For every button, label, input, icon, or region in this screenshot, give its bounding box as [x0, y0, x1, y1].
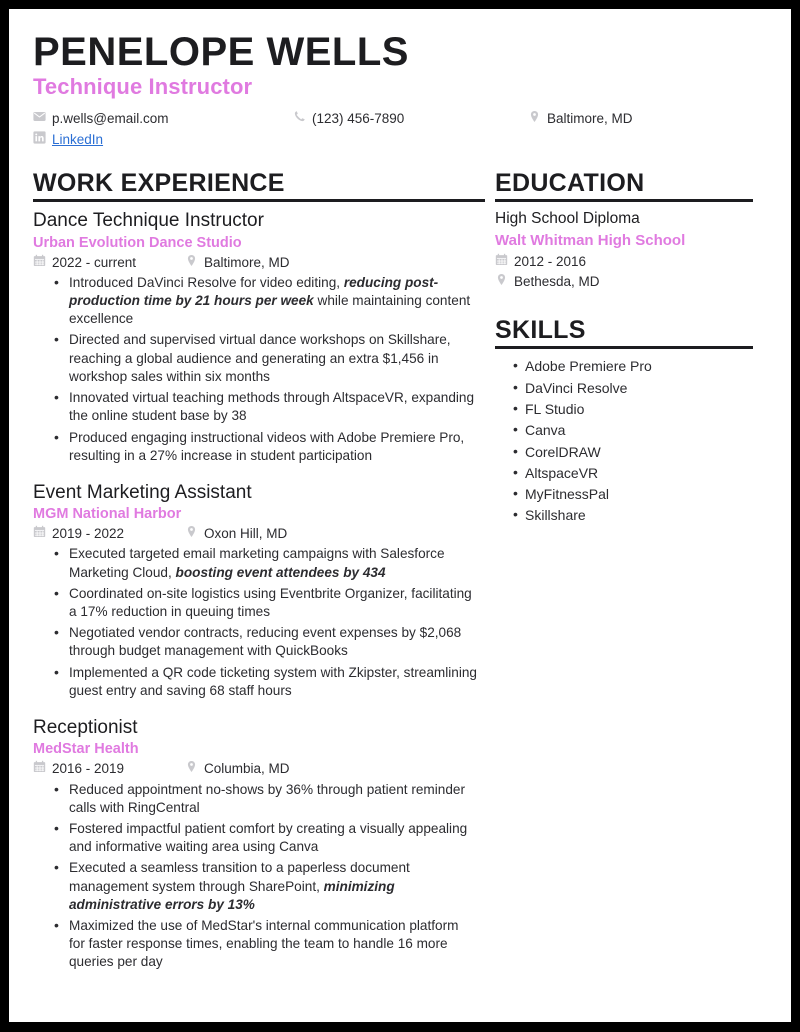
skill-item: • AltspaceVR	[513, 463, 777, 483]
job-location	[185, 760, 290, 778]
job-location	[185, 254, 290, 272]
job-bullet	[59, 859, 477, 914]
job-dates	[33, 760, 185, 778]
job-bullet	[59, 429, 477, 465]
education-section	[495, 170, 777, 291]
calendar-icon	[495, 252, 508, 272]
job-dates	[33, 525, 185, 543]
work-entry-list	[33, 209, 477, 971]
calendar-icon	[33, 760, 46, 778]
skill-item: • FL Studio	[513, 399, 777, 419]
job-bullet	[59, 389, 477, 425]
bullet-text: Fostered impactful patient comfort by creating a visually appealing and informative waiting area using Canva	[69, 820, 468, 855]
education-school: Walt Whitman High School	[495, 231, 686, 249]
skill-item: • Canva	[513, 420, 777, 440]
job-bullet	[59, 585, 477, 621]
resume-header	[33, 31, 777, 148]
bullet-text: Implemented a QR code ticketing system with Zkipster, streamlining guest entry and saving 68 staff hours	[69, 664, 477, 698]
job-location-text: Oxon Hill, MD	[204, 526, 288, 542]
skills-rule	[495, 346, 753, 349]
linkedin-link[interactable]: LinkedIn	[52, 131, 104, 147]
linkedin-icon	[33, 131, 46, 149]
skill-item: • Adobe Premiere Pro	[513, 356, 777, 376]
job-location-text: Baltimore, MD	[204, 254, 290, 270]
job-dates-text: 2016 - 2019	[52, 761, 125, 777]
bullet-emphasis: boosting event attendees by 434	[175, 564, 386, 580]
education-heading: EDUCATION	[495, 169, 645, 198]
job-dates	[33, 254, 185, 272]
map-pin-icon	[185, 254, 198, 272]
job-bullet-list	[33, 274, 477, 465]
job-dates-text: 2022 - current	[52, 254, 137, 270]
job-bullet-list	[33, 545, 477, 700]
bullet-emphasis: reducing post-production time by 21 hours per week	[69, 274, 439, 309]
map-pin-icon	[528, 110, 541, 128]
job-bullet	[59, 781, 477, 817]
job-bullet	[59, 274, 477, 329]
job-bullet	[59, 917, 477, 972]
bullet-text: Directed and supervised virtual dance workshops on Skillshare, reaching a global audience and generating an extra $1,456 in workshop sales within six months	[69, 332, 451, 384]
calendar-icon	[33, 525, 46, 543]
skill-item: • MyFitnessPal	[513, 484, 777, 504]
job-bullet	[59, 664, 477, 700]
bullet-text: Maximized the use of MedStar's internal communication platform for faster response times, enabling the team to handle 16 more queries per day	[69, 917, 459, 970]
job-company: MedStar Health	[33, 741, 139, 758]
education-location-text: Bethesda, MD	[514, 273, 600, 289]
skills-heading: SKILLS	[495, 316, 586, 345]
job-company: MGM National Harbor	[33, 506, 182, 523]
resume-body	[33, 170, 777, 975]
work-entry	[33, 481, 477, 700]
job-title: Event Marketing Assistant	[33, 481, 252, 503]
map-pin-icon	[495, 272, 508, 292]
envelope-icon	[33, 110, 46, 128]
candidate-role: Technique Instructor	[33, 74, 253, 100]
bullet-text: Executed targeted email marketing campaigns with Salesforce Marketing Cloud,	[69, 546, 445, 580]
education-entry	[495, 209, 777, 291]
bullet-text: Coordinated on-site logistics using Eventbrite Organizer, facilitating a 17% reduction in queuing times	[69, 585, 472, 620]
job-bullet	[59, 331, 477, 386]
work-experience-heading: WORK EXPERIENCE	[33, 169, 285, 198]
job-company: Urban Evolution Dance Studio	[33, 234, 242, 251]
skill-item: • Skillshare	[513, 505, 777, 525]
job-meta	[33, 760, 477, 778]
resume-page	[9, 9, 791, 1022]
bullet-emphasis: minimizing administrative errors by 13%	[69, 878, 395, 912]
education-dates-text: 2012 - 2016	[514, 254, 587, 269]
job-bullet	[59, 545, 477, 581]
location-text: Baltimore, MD	[547, 111, 633, 127]
job-bullet-list	[33, 781, 477, 972]
work-entry	[33, 209, 477, 465]
map-pin-icon	[185, 760, 198, 778]
skill-item: • DaVinci Resolve	[513, 378, 777, 398]
job-bullet	[59, 820, 477, 856]
work-entry	[33, 716, 477, 972]
work-experience-rule	[33, 199, 485, 202]
calendar-icon	[33, 254, 46, 272]
job-location	[185, 525, 287, 543]
phone-text: (123) 456-7890	[312, 111, 405, 127]
job-location-text: Columbia, MD	[204, 761, 290, 777]
skills-section	[495, 317, 777, 526]
skills-list	[495, 356, 777, 525]
candidate-name: PENELOPE WELLS	[33, 30, 409, 74]
bullet-text: Negotiated vendor contracts, reducing event expenses by $2,068 through budget management with QuickBooks	[69, 625, 462, 659]
contact-row-primary	[33, 110, 777, 128]
bullet-text: Innovated virtual teaching methods through AltspaceVR, expanding the online student base by 38	[69, 390, 475, 424]
job-title: Receptionist	[33, 717, 138, 739]
education-dates	[495, 252, 777, 272]
bullet-text: Introduced DaVinci Resolve for video editing,	[69, 274, 344, 290]
work-experience-section	[33, 170, 477, 971]
contact-location	[528, 110, 777, 128]
bullet-text: Executed a seamless transition to a paperless document management system through SharePoint,	[69, 860, 410, 894]
education-location	[495, 272, 777, 292]
map-pin-icon	[185, 525, 198, 543]
job-dates-text: 2019 - 2022	[52, 526, 125, 542]
contact-linkedin[interactable]	[33, 131, 293, 149]
bullet-text: Produced engaging instructional videos with Adobe Premiere Pro, resulting in a 27% increase in student participation	[69, 429, 465, 463]
right-column	[495, 170, 777, 527]
skill-item: • CorelDRAW	[513, 442, 777, 462]
contact-row-secondary	[33, 131, 777, 149]
left-column	[33, 170, 495, 975]
job-meta	[33, 525, 477, 543]
job-bullet	[59, 624, 477, 660]
phone-icon	[293, 110, 306, 128]
education-rule	[495, 199, 753, 202]
contact-email[interactable]	[33, 110, 293, 128]
job-title: Dance Technique Instructor	[33, 210, 264, 232]
job-meta	[33, 254, 477, 272]
education-degree: High School Diploma	[495, 210, 640, 228]
bullet-text: Reduced appointment no-shows by 36% through patient reminder calls with RingCentral	[69, 781, 465, 815]
bullet-text: while maintaining content excellence	[69, 293, 471, 327]
education-entry-list	[495, 209, 777, 291]
contact-phone[interactable]	[293, 110, 528, 128]
email-text: p.wells@email.com	[52, 111, 169, 127]
